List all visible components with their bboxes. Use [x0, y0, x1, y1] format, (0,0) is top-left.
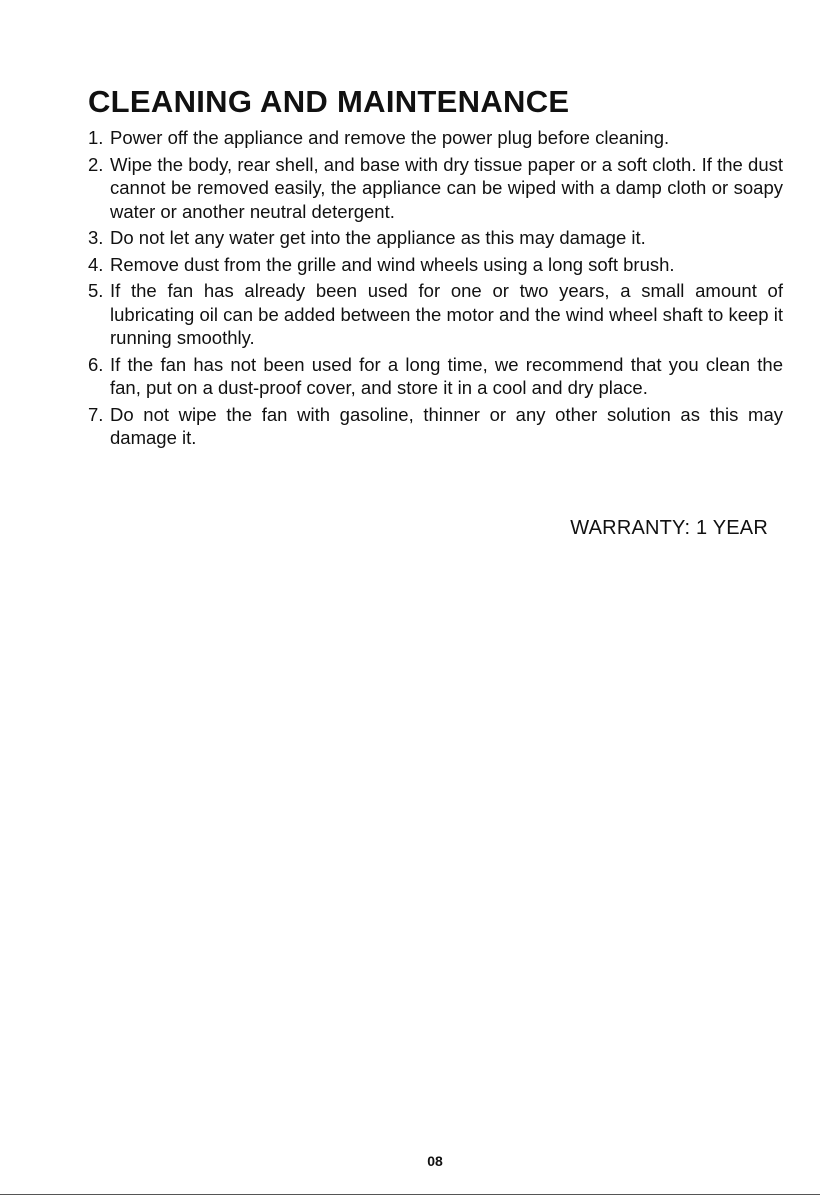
item-text: Do not let any water get into the appliance as this may damage it. — [110, 227, 646, 248]
item-number: 4. — [88, 253, 104, 275]
instruction-item — [88, 153, 783, 224]
item-number: 3. — [88, 227, 104, 248]
item-text: Power off the appliance and remove the power plug before cleaning. — [110, 127, 670, 148]
warranty-text: WARRANTY: 1 YEAR — [570, 517, 768, 539]
item-number: 6. — [88, 353, 104, 375]
item-text: If the fan has already been used for one or two years, a small amount of lubricating oil can be added between the motor and the wind wheel shaft to keep it running smoothly. — [110, 280, 783, 348]
item-text: Do not wipe the fan with gasoline, thinner or any other solution as this may damage it. — [110, 403, 783, 448]
instruction-item — [88, 126, 783, 150]
item-text: If the fan has not been used for a long time, we recommend that you clean the fan, put on a dust-proof cover, and store it in a cool and dry place. — [110, 353, 783, 398]
instruction-item — [88, 279, 783, 350]
instruction-item — [88, 253, 783, 277]
instruction-item — [88, 403, 783, 450]
item-text: Wipe the body, rear shell, and base with dry tissue paper or a soft cloth. If the dust cannot be removed easily, the appliance can be wiped with a damp cloth or soapy water or another neutral detergent. — [110, 153, 783, 222]
item-text: Remove dust from the grille and wind wheels using a long soft brush. — [110, 253, 675, 275]
item-number: 1. — [88, 127, 104, 148]
item-number: 5. — [88, 280, 104, 301]
item-number: 2. — [88, 153, 104, 175]
instruction-item — [88, 226, 783, 250]
bottom-rule — [0, 1194, 820, 1195]
instruction-list — [88, 126, 783, 453]
page-title: CLEANING AND MAINTENANCE — [88, 84, 570, 119]
item-number: 7. — [88, 403, 104, 425]
instruction-item — [88, 353, 783, 400]
page-number: 08 — [427, 1153, 443, 1169]
